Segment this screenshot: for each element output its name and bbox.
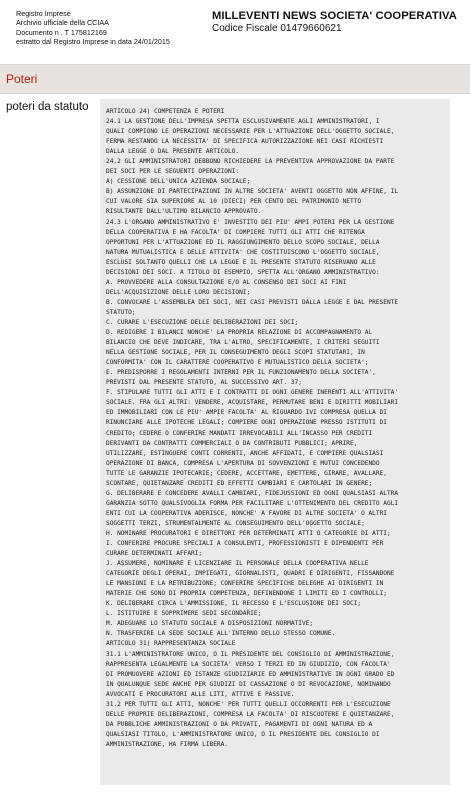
statute-line: BILANCIO CHE DEVE INDICARE, TRA L'ALTRO, SPECIFICAMENTE, I CRITERI SEGUITI (106, 339, 380, 347)
statute-line: B) ASSUNZIONE DI PARTECIPAZIONI IN ALTRE SOCIETA' AVENTI OGGETTO NON AFFINE, IL (106, 188, 399, 196)
statute-line: AVVOCATI E PROCURATORI ALLE LITI, ATTIVE E PASSIVE. (106, 690, 295, 698)
statute-line: D. REDIGERE I BILANCI NONCHE' LA PROPRIA RELAZIONE DI ACCOMPAGNAMENTO AL (106, 329, 373, 337)
document-header (0, 0, 470, 60)
statute-line: C. CURARE L'ESECUZIONE DELLE DELIBERAZIONI DEI SOCI; (106, 318, 299, 326)
statute-line: DEI SOCI PER LE SEGUENTI OPERAZIONI: (106, 168, 240, 176)
statute-line: ENTI CUI LA COOPERATIVA ADERISCE, NONCHE' A FAVORE DI ALTRE SOCIETA' O ALTRI (106, 509, 387, 517)
statute-text (100, 99, 450, 750)
statute-line: G. DELIBERARE E CONCEDERE AVALLI CAMBIARI, FIDEJUSSIONI ED OGNI QUALSIASI ALTRA (106, 489, 399, 497)
statute-line: ED IMMOBILIARI CON LE PIU' AMPIE FACOLTA' AL RIGUARDO IVI COMPRESA QUELLA DI (106, 409, 387, 417)
statute-text-box (100, 99, 450, 785)
statute-line: H. NOMINARE PROCURATORI E DIRETTORI PER DETERMINATI ATTI O CATEGORIE DI ATTI; (106, 529, 391, 537)
statute-line: CREDITO; CEDERE O CONFERIRE MANDATI IRREVOCABILI ALL'INCASSO PER CREDITI (106, 429, 373, 437)
statute-line: SCONTARE, QUIETANZARE CREDITI ED EFFETTI CAMBIARI E CARTOLARI IN GENERE; (106, 479, 373, 487)
registry-line: Registro Imprese (16, 9, 71, 18)
statute-line: RISULTANTE DALL'ULTIMO BILANCIO APPROVATO. (106, 208, 262, 216)
statute-line: B. CONVOCARE L'ASSEMBLEA DEI SOCI, NEI CASI PREVISTI DALLA LEGGE E DAL PRESENTE (106, 298, 399, 306)
statute-line: SOGGETTI TERZI, STRUMENTALMENTE AL CONSEGUIMENTO DELL'OGGETTO SOCIALE; (106, 519, 365, 527)
statute-line: SOCIALE. FRA GLI ALTRI: VENDERE, ACQUISTARE, PERMUTARE BENI E DIRITTI MOBILIARI (106, 399, 399, 407)
section-title: Poteri (6, 72, 38, 86)
registry-line: estratto dal Registro Imprese in data 24/01/2015 (16, 37, 170, 47)
statute-line: DA PUBBLICHE AMMINISTRAZIONI O DA PRIVATI, PAGAMENTI DI OGNI NATURA ED A (106, 720, 373, 728)
registry-line: Archivio ufficiale della CCIAA (16, 18, 109, 28)
statute-line: STATUTO; (106, 308, 136, 316)
statute-line: 24.3 L'ORGANO AMMINISTRATIVO E' INVESTITO DEI PIU' AMPI POTERI PER LA GESTIONE (106, 218, 395, 226)
statute-line: I. CONFERIRE PROCURE SPECIALI A CONSULENTI, PROFESSIONISTI E DIPENDENTI PER (106, 540, 384, 548)
statute-line: M. ADEGUARE LO STATUTO SOCIALE A DISPOSIZIONI NORMATIVE; (106, 620, 314, 628)
statute-line: ARTICOLO 24) COMPETENZA E POTERI (106, 108, 225, 115)
statute-line: UTILIZZARE, ESTINGUERE CONTI CORRENTI, ANCHE AFFIDATI, E COMPIERE QUALSIASI (106, 449, 384, 457)
statute-line: QUALI COMPIONO LE OPERAZIONI NECESSARIE PER L'ATTUAZIONE DELL'OGGETTO SOCIALE, (106, 128, 395, 136)
statute-line: MATERIE CHE SONO DI PROPRIA COMPETENZA, DEFINENDONE I LIMITI ED I CONTROLLI; (106, 590, 387, 598)
registry-info (16, 9, 170, 47)
statute-line: 31.2 PER TUTTI GLI ATTI, NONCHE' PER TUTTI QUELLI OCCORRENTI PER L'ESECUZIONE (106, 700, 391, 708)
statute-line: DECISIONI DEI SOCI. A TITOLO DI ESEMPIO, SPETTA ALL'ORGANO AMMINISTRATIVO: (106, 268, 380, 276)
statute-line: 31.1 L'AMMINISTRATORE UNICO, O IL PRESIDENTE DEL CONSIGLIO DI AMMINISTRAZIONE, (106, 650, 395, 658)
statute-line: L. ISTITUIRE E SOPPRIMERE SEDI SECONDARIE; (106, 610, 262, 618)
statute-line: CURARE DETERMINATI AFFARI; (106, 550, 203, 558)
statute-line: A) CESSIONE DELL'UNICA AZIENDA SOCIALE; (106, 178, 251, 186)
statute-line: IN QUALUNQUE SEDE ANCHE PER GIUDIZI DI CASSAZIONE O DI REVOCAZIONE, NOMINANDO (106, 680, 391, 688)
statute-line: DELLE PROPRIE DELIBERAZIONI, COMPRESA LA FACOLTA' DI RISCUOTERE E QUIETANZARE, (106, 710, 395, 718)
statute-line: DERIVANTI DA CONTRATTI COMMERCIALI O DA CONTRIBUTI PUBBLICI; APRIRE, (106, 439, 358, 447)
statute-line: ARTICOLO 31) RAPPRESENTANZA SOCIALE (106, 640, 236, 648)
statute-line: N. TRASFERIRE LA SEDE SOCIALE ALL'INTERNO DELLO STESSO COMUNE. (106, 630, 336, 638)
statute-line: F. STIPULARE TUTTI GLI ATTI E I CONTRATTI DI OGNI GENERE INERENTI ALL'ATTIVITA' (106, 389, 399, 397)
registry-line: Documento n . T 175812169 (16, 27, 107, 37)
subsection-label: poteri da statuto (6, 101, 89, 113)
statute-line: K. DELIBERARE CIRCA L'AMMISSIONE, IL RECESSO E L'ESCLUSIONE DEI SOCI; (106, 600, 362, 608)
statute-line: DELL'ACQUISIZIONE DELLE LORO DECISIONI; (106, 288, 251, 296)
statute-line: A. PROVVEDERE ALLA CONSULTAZIONE E/O AL CONSENSO DEI SOCI AI FINI (106, 278, 347, 286)
statute-line: NELLA GESTIONE SOCIALE, PER IL CONSEGUIMENTO DEGLI SCOPI STATUTARI, IN (106, 349, 365, 357)
statute-line: OPPORTUNI PER L'ATTUAZIONE ED IL RAGGIUNGIMENTO DELLO SCOPO SOCIALE, DELLA (106, 238, 380, 246)
statute-line: ESCLUSI SOLTANTO QUELLI CHE LA LEGGE E IL PRESENTE STATUTO RISERVANO ALLE (106, 258, 376, 266)
statute-line: RAPPRESENTA LEGALMENTE LA SOCIETA' VERSO I TERZI ED IN GIUDIZIO, CON FACOLTA' (106, 660, 391, 668)
statute-line: NATURA MUTUALISTICA E DELLE ATTIVITA' CHE COSTITUISCONO L'OGGETTO SOCIALE, (106, 248, 380, 256)
statute-line: J. ASSUMERE, NOMINARE E LICENZIARE IL PERSONALE DELLA COOPERATIVA NELLE (106, 560, 369, 568)
statute-line: 24.2 GLI AMMINISTRATORI DEBBONO RICHIEDERE LA PREVENTIVA APPROVAZIONE DA PARTE (106, 158, 395, 166)
statute-line: DALLA LEGGE O DAL PRESENTE ARTICOLO. (106, 148, 240, 156)
statute-line: DI PROMUOVERE AZIONI ED ISTANZE GIUDIZIARIE ED AMMINISTRATIVE IN OGNI GRADO ED (106, 670, 395, 678)
statute-line: CATEGORIE DEGLI OPERAI, IMPIEGATI, GIORNALISTI, QUADRI E DIRIGENTI, FISSANDONE (106, 570, 395, 578)
statute-line: QUALSIASI TITOLO, L'AMMINISTRATORE UNICO, O IL PRESIDENTE DEL CONSIGLIO DI (106, 730, 380, 738)
company-name: MILLEVENTI NEWS SOCIETA' COOPERATIVA (212, 10, 457, 22)
statute-line: CUI VALORE SIA SUPERIORE AL 10 (DIECI) PER CENTO DEL PATRIMONIO NETTO (106, 198, 362, 206)
statute-line: 24.1 LA GESTIONE DELL'IMPRESA SPETTA ESCLUSIVAMENTE AGLI AMMINISTRATORI, I (106, 118, 380, 126)
company-info (212, 10, 457, 34)
statute-line: E. PREDISPORRE I REGOLAMENTI INTERNI PER IL FUNZIONAMENTO DELLA SOCIETA', (106, 369, 376, 377)
statute-line: LE MANSIONI E LA RETRIBUZIONE; CONFERIRE SPECIFICHE DELEGHE AI DIRIGENTI IN (106, 580, 384, 588)
statute-line: PREVISTI DAL PRESENTE STATUTO, AL SUCCESSIVO ART. 37; (106, 379, 302, 387)
statute-line: GARANZIA SOTTO QUALSIVOGLIA FORMA PER FACILITARE L'OTTENIMENTO DEL CREDITO AGLI (106, 499, 399, 507)
statute-line: TUTTE LE GARANZIE IPOTECARIE; CEDERE, ACCETTARE, EMETTERE, GIRARE, AVALLARE, (106, 469, 387, 477)
fiscal-code: Codice Fiscale 01479660621 (212, 23, 342, 34)
statute-line: AMMINISTRAZIONE, HA FIRMA LIBERA. (106, 740, 229, 748)
statute-line: DELLA COOPERATIVA E HA FACOLTA' DI COMPIERE TUTTI GLI ATTI CHE RITENGA (106, 228, 365, 236)
statute-line: CONFORMITA' CON IL CARATTERE COOPERATIVO E MUTUALISTICO DELLA SOCIETA'; (106, 359, 369, 367)
statute-line: RINUNCIARE ALLE IPOTECHE LEGALI; COMPIERE OGNI OPERAZIONE PRESSO ISTITUTI DI (106, 419, 387, 427)
statute-line: FERMA RESTANDO LA NECESSITA' DI SPECIFICA AUTORIZZAZIONE NEI CASI RICHIESTI (106, 138, 384, 146)
statute-line: OPERAZIONE DI BANCA, COMPRESA L'APERTURA DI SOVVENZIONI E MUTUI CONCEDENDO (106, 459, 380, 467)
section-header-band (0, 64, 470, 94)
